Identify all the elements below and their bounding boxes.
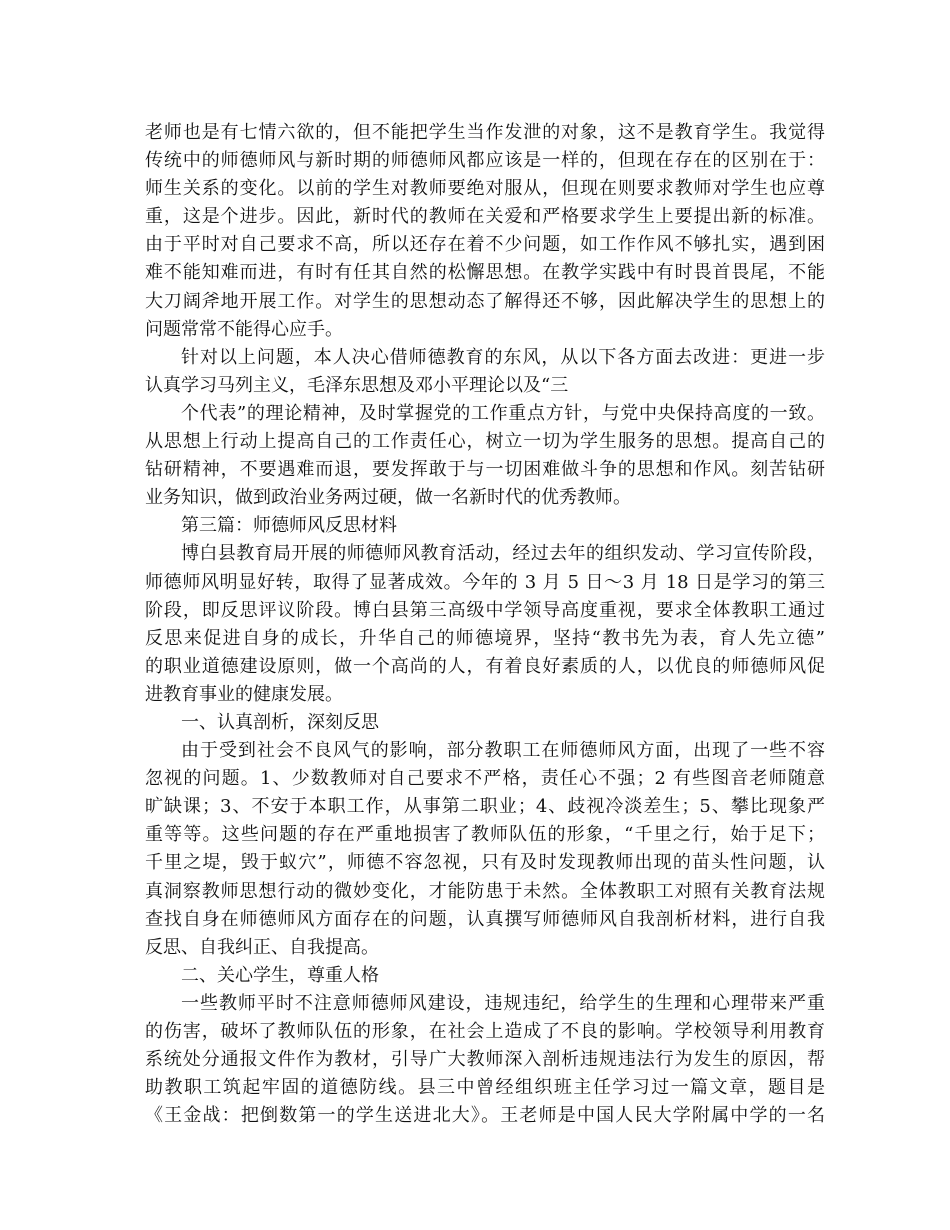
text-line: 由于平时对自己要求不高，所以还存在着不少问题，如工作作风不够扎实，遇到困 (145, 234, 825, 256)
text-line: 的职业道德建设原则，做一个高尚的人，有着良好素质的人，以优良的师德师风促 (145, 655, 825, 677)
text-line: 传统中的师德师风与新时期的师德师风都应该是一样的，但现在存在的区别在于： (145, 150, 825, 172)
text-line: 助教职工筑起牢固的道德防线。县三中曾经组织班主任学习过一篇文章，题目是 (145, 1077, 825, 1099)
text-line: 一、认真剖析，深刻反思 (181, 711, 379, 733)
text-line: 认真学习马列主义，毛泽东思想及邓小平理论以及“三 (145, 374, 569, 396)
text-line: 旷缺课；3、不安于本职工作，从事第二职业；4、歧视冷淡差生；5、攀比现象严 (145, 796, 825, 818)
text-line: 大刀阔斧地开展工作。对学生的思想动态了解得还不够，因此解决学生的思想上的 (145, 290, 825, 312)
text-line: 业务知识，做到政治业务两过硬，做一名新时代的优秀教师。 (145, 487, 631, 509)
text-line: 从思想上行动上提高自己的工作责任心，树立一切为学生服务的思想。提高自己的 (145, 431, 825, 453)
text-line: 个代表”的理论精神，及时掌握党的工作重点方针，与党中央保持高度的一致。 (181, 402, 825, 424)
text-line: 阶段，即反思评议阶段。博白县第三高级中学领导高度重视，要求全体教职工通过 (145, 599, 825, 621)
text-line: 难不能知难而进，有时有任其自然的松懈思想。在教学实践中有时畏首畏尾，不能 (145, 262, 825, 284)
text-line: 重，这是个进步。因此，新时代的教师在关爱和严格要求学生上要提出新的标准。 (145, 206, 825, 228)
text-line: 一些教师平时不注意师德师风建设，违规违纪，给学生的生理和心理带来严重 (181, 992, 825, 1014)
text-line: 第三篇：师德师风反思材料 (181, 515, 397, 537)
text-line: 问题常常不能得心应手。 (145, 318, 343, 340)
text-line: 《王金战：把倒数第一的学生送进北大》。王老师是中国人民大学附属中学的一名 (145, 1105, 825, 1127)
text-line: 老师也是有七情六欲的，但不能把学生当作发泄的对象，这不是教育学生。我觉得 (145, 122, 825, 143)
text-line: 针对以上问题，本人决心借师德教育的东风，从以下各方面去改进：更进一步 (181, 346, 825, 368)
text-line: 的伤害，破坏了教师队伍的形象，在社会上造成了不良的影响。学校领导利用教育 (145, 1021, 825, 1042)
text-line: 系统处分通报文件作为教材，引导广大教师深入剖析违规违法行为发生的原因，帮 (145, 1049, 825, 1071)
text-line: 二、关心学生，尊重人格 (181, 964, 379, 986)
text-line: 师生关系的变化。以前的学生对教师要绝对服从，但现在则要求教师对学生也应尊 (145, 178, 825, 200)
text-line: 真洞察教师思想行动的微妙变化，才能防患于未然。全体教职工对照有关教育法规 (145, 880, 825, 902)
text-line: 忽视的问题。1、少数教师对自己要求不严格，责任心不强；2 有些图音老师随意 (145, 768, 825, 790)
text-line: 由于受到社会不良风气的影响，部分教职工在师德师风方面，出现了一些不容 (181, 740, 825, 762)
text-line: 反思来促进自身的成长，升华自己的师德境界，坚持“教书先为表，育人先立德” (145, 627, 825, 649)
text-line: 查找自身在师德师风方面存在的问题，认真撰写师德师风自我剖析材料，进行自我 (145, 908, 825, 930)
text-line: 反思、自我纠正、自我提高。 (145, 936, 379, 958)
text-line: 千里之堤，毁于蚁穴”，师德不容忽视，只有及时发现教师出现的苗头性问题，认 (145, 852, 825, 874)
document-body (145, 119, 825, 1130)
text-line: 师德师风明显好转，取得了显著成效。今年的 3 月 5 日～3 月 18 日是学习的第三 (145, 571, 825, 593)
text-line: 进教育事业的健康发展。 (145, 683, 343, 705)
text-line: 钻研精神，不要遇难而退，要发挥敢于与一切困难做斗争的思想和作风。刻苦钻研 (145, 459, 825, 481)
text-line: 博白县教育局开展的师德师风教育活动，经过去年的组织发动、学习宣传阶段， (181, 543, 825, 565)
text-line: 重等等。这些问题的存在严重地损害了教师队伍的形象，“千里之行，始于足下； (145, 824, 825, 846)
